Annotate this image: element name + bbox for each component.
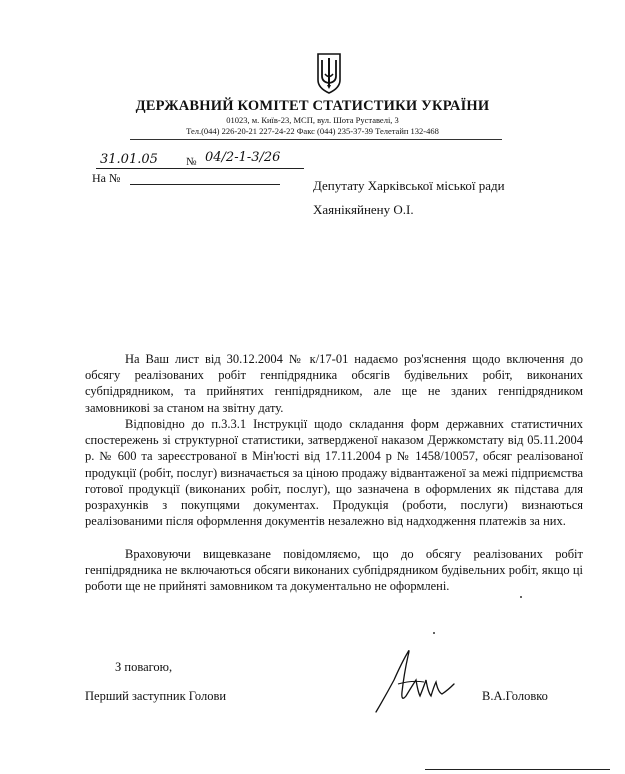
registration-underline xyxy=(96,168,304,169)
body-paragraph-2: Відповідно до п.3.3.1 Інструкції щодо складання форм державних статистичних спостережень зі структурної статистики, затвердженої наказом Держкомстату від 05.11.2004 р. № 600 та зареєстрованої в Мін'юсті від 17.11.2004 р № 1458/10057, обсяг реалізованої продукції (робіт, послуг) визначається за ціною продажу відвантаженої за межі підприємства готової продукції (виконаних робіт, послуг), що зазначена в оформлених як підстава для розрахунків з покупцями документах. Продукція (роботи, послуги) визнаються реалізованими після оформлення документів незалежно від надходження платежів за них. xyxy=(85,417,583,529)
scan-speck xyxy=(520,596,522,598)
recipient-title: Депутату Харківської міської ради xyxy=(313,178,505,193)
organization-name: ДЕРЖАВНИЙ КОМІТЕТ СТАТИСТИКИ УКРАЇНИ xyxy=(135,98,490,114)
reply-reference-label: На № xyxy=(92,171,121,185)
header-divider xyxy=(130,139,502,140)
reply-reference-underline xyxy=(130,184,280,185)
organization-address: 01023, м. Київ-23, МСП, вул. Шота Руставелі, 3 xyxy=(226,115,399,125)
organization-phones: Тел.(044) 226-20-21 227-24-22 Факс (044) 235-37-39 Телетайп 132-468 xyxy=(186,126,439,136)
registration-number: 04/2-1-3/26 xyxy=(205,150,281,165)
recipient-name: Хаянікяйнену О.І. xyxy=(313,202,414,217)
handwritten-signature xyxy=(368,640,468,720)
body-paragraph-1: На Ваш лист від 30.12.2004 № к/17-01 надаємо роз'яснення щодо включення до обсягу реалізованих робіт генпідрядника обсягів будівельних робіт, виконаних субпідрядником, та прийнятих генпідрядником, але ще не зданих генпідрядником замовникові за станом на звітну дату. xyxy=(85,352,583,415)
registration-date: 31.01.05 xyxy=(100,152,158,167)
closing-regards: З повагою, xyxy=(115,660,173,674)
signer-position: Перший заступник Голови xyxy=(85,689,227,703)
scan-speck xyxy=(433,632,435,634)
signer-name: В.А.Головко xyxy=(482,689,548,703)
registration-number-label: № xyxy=(186,156,197,168)
body-paragraph-3: Враховуючи вищевказане повідомляємо, що до обсягу реалізованих робіт генпідрядника не включаються обсяги виконаних субпідрядником будівельних робіт, якщо ці роботи ще не прийняті замовником та документально не оформлені. xyxy=(85,547,583,594)
trident-emblem-icon xyxy=(315,52,343,94)
footer-line xyxy=(425,769,610,770)
